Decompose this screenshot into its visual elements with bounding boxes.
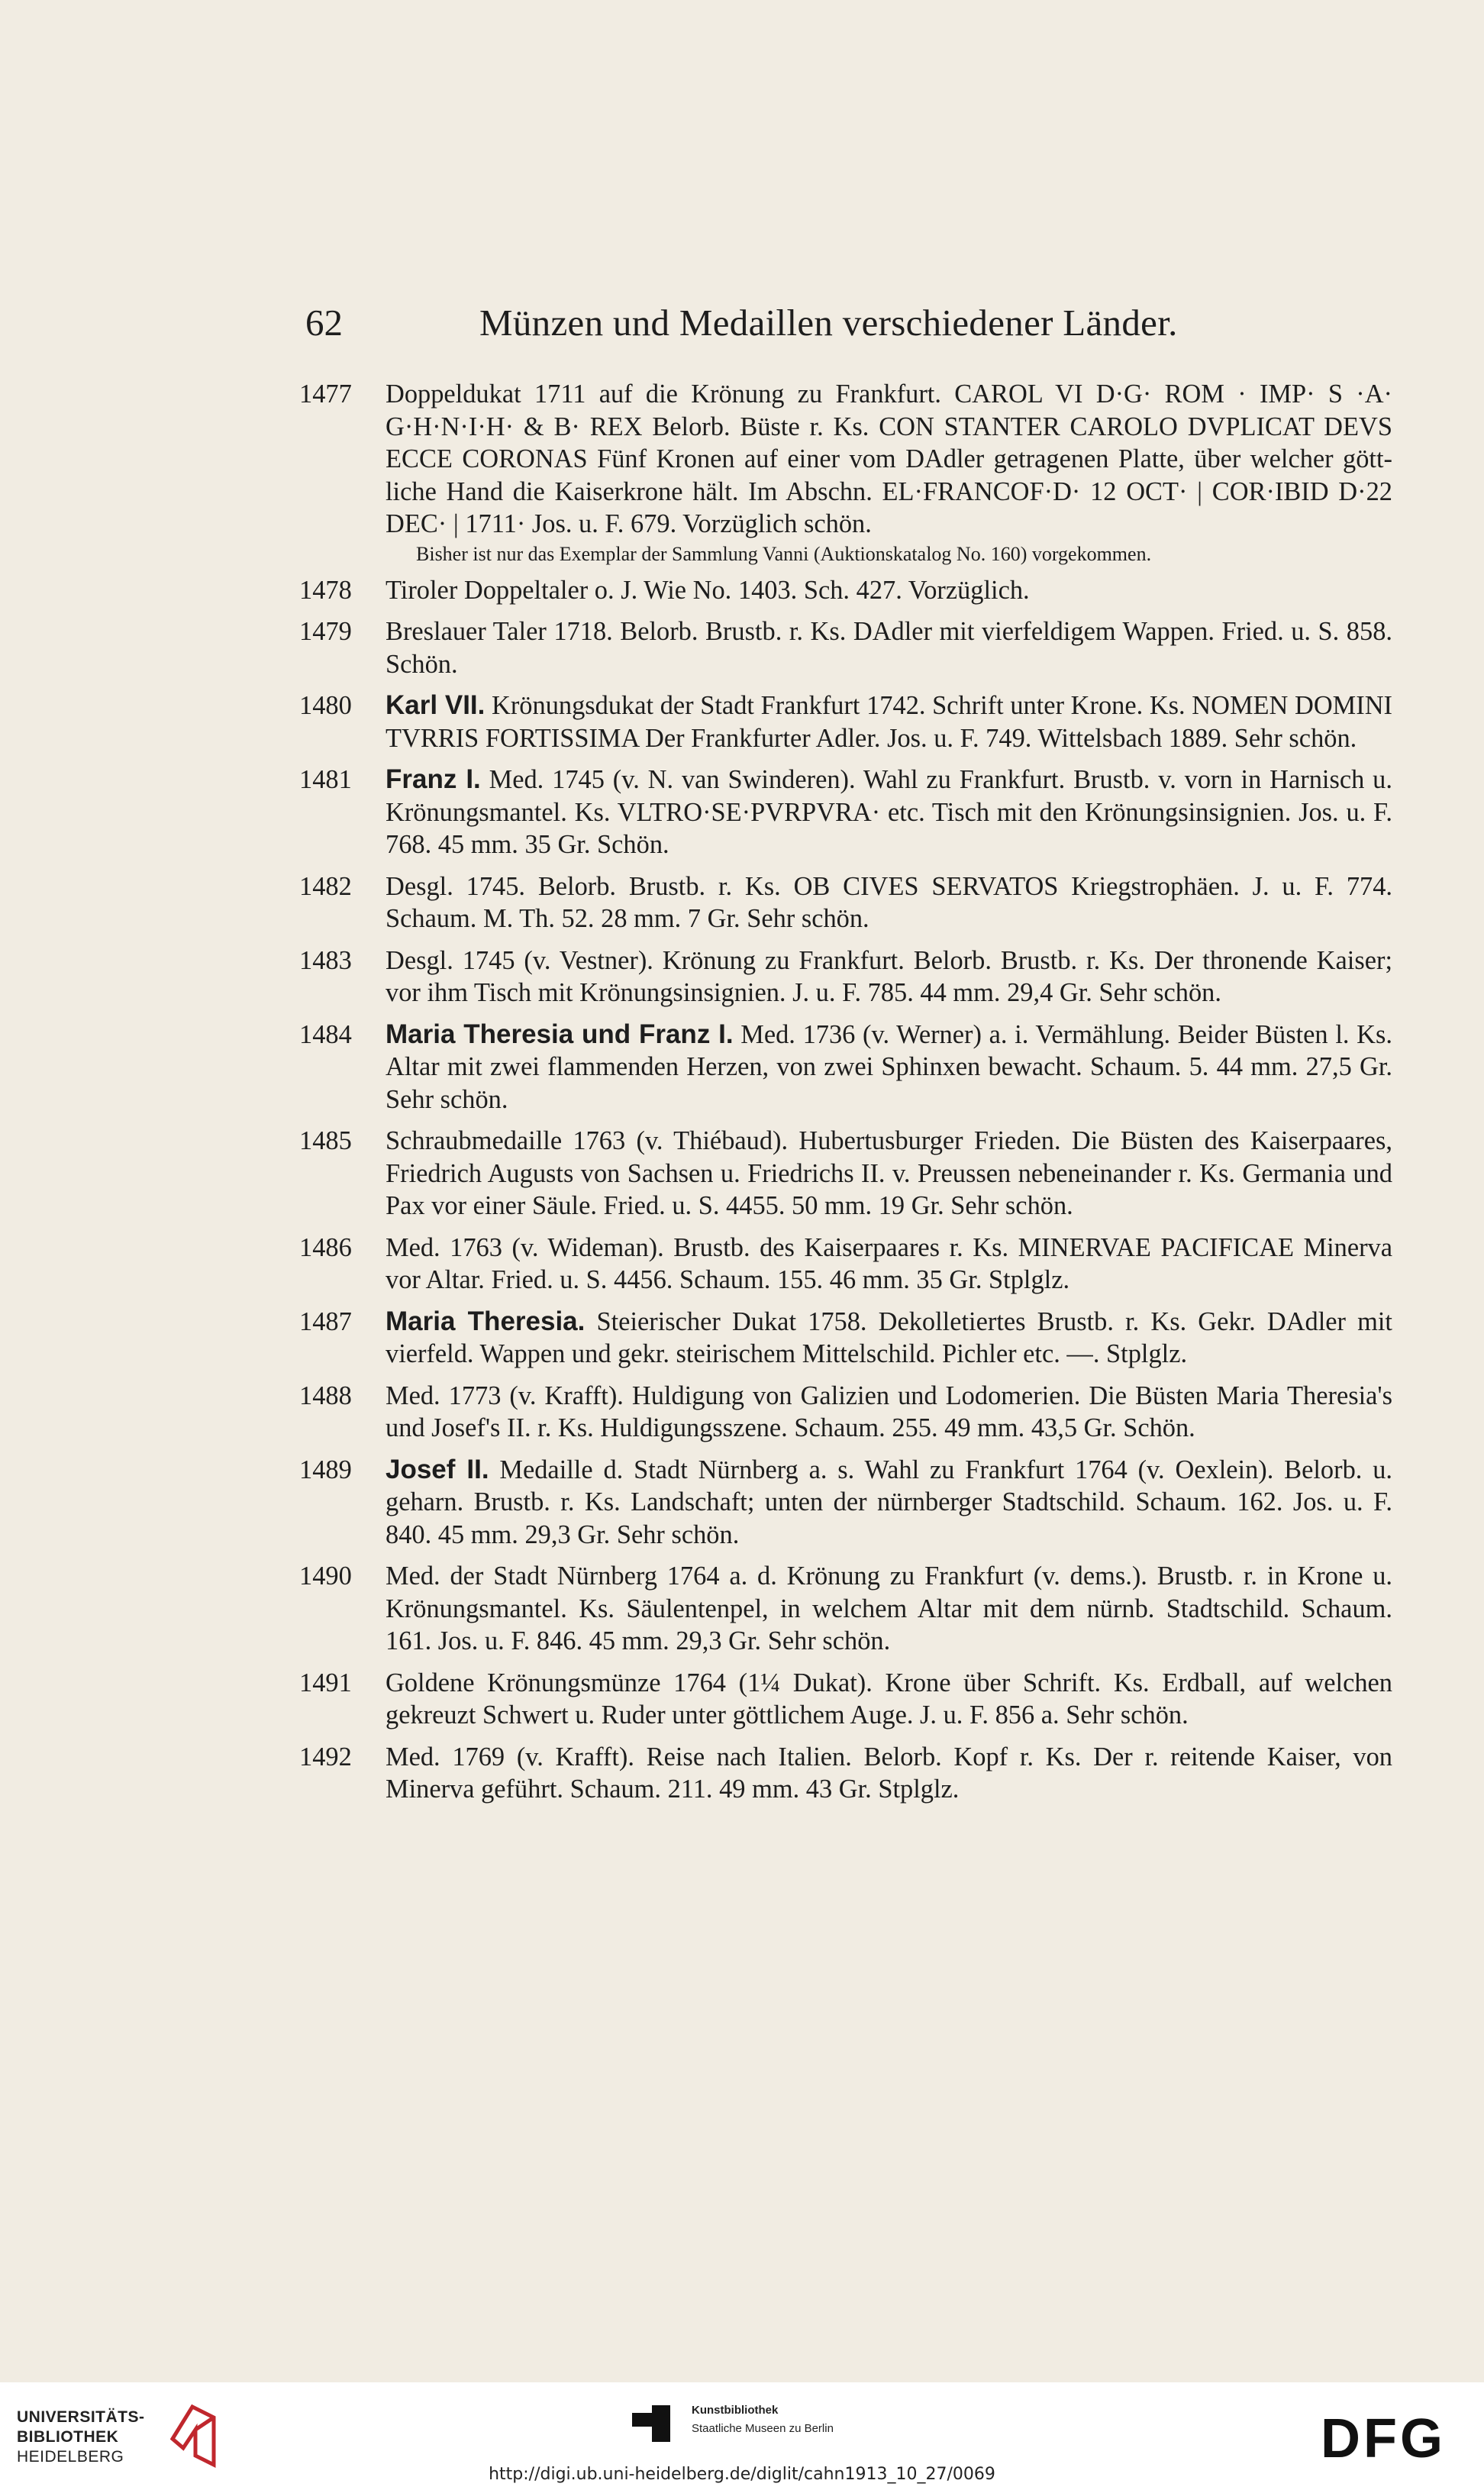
entry-number: 1478 — [299, 575, 352, 605]
catalog-entry — [299, 945, 1392, 1009]
catalog-entry — [299, 1667, 1392, 1732]
entry-description: Desgl. 1745 (v. Vestner). Krönung zu Frankfurt. Belorb. Brustb. r. Ks. Der thronende Kaiser; vor ihm Tisch mit Krönungsinsignien. J. u. F. 785. 44 mm. 29,4 Gr. Sehr schön. — [386, 945, 1392, 1007]
heidelberg-library-logo[interactable] — [17, 2395, 215, 2474]
entry-description: Krönungsdukat der Stadt Frankfurt 1742. Schrift unter Krone. Ks. NOMEN DOMINI TVRRIS FORTISSIMA Der Frankfurter Adler. Jos. u. F. 749. Wittelsbach 1889. Sehr schön. — [386, 691, 1393, 753]
catalog-entry — [299, 1306, 1392, 1371]
entry-number: 1488 — [299, 1381, 352, 1410]
logo-text-line: Staatliche Museen zu Berlin — [692, 2422, 834, 2435]
entry-description: Doppeldukat 1711 auf die Krönung zu Frankfurt. CAROL VI D·G· ROM · IMP· S ·A· G·H·N·I·H· & B· REX Belorb. Büste r. Ks. CON STANTER CAROLO DVPLICAT DEVS ECCE CORONAS Fünf Kronen auf einer vom DAdler getragenen Platte, über welcher göttliche Hand die Kaiserkrone hält. Im Abschn. EL·FRANCOF·D· 12 OCT· | COR·IBID D·22 DEC· | 1711· Jos. u. F. 679. Vorzüglich schön. — [386, 379, 1392, 538]
entry-ruler-name: Maria Theresia. — [386, 1306, 586, 1336]
entry-number: 1484 — [299, 1019, 352, 1049]
entry-number: 1487 — [299, 1306, 352, 1336]
entry-description: Med. 1773 (v. Krafft). Huldigung von Galizien und Lodomerien. Die Büsten Maria Theresia's und Josef's II. r. Ks. Huldigungsszene. Schaum. 255. 49 mm. 43,5 Gr. Schön. — [386, 1381, 1392, 1442]
catalog-entry — [299, 574, 1392, 607]
catalog-entry — [299, 1125, 1392, 1222]
catalog-entry — [299, 1232, 1392, 1297]
catalog-entry — [299, 1019, 1392, 1116]
entry-number: 1491 — [299, 1668, 352, 1697]
dfg-logo-mark — [1321, 2411, 1466, 2465]
entry-description: Goldene Krönungsmünze 1764 (1¼ Dukat). Krone über Schrift. Ks. Erdball, auf welchen gekreuzt Schwert u. Ruder unter göttlichem Auge. J. u. F. 856 a. Sehr schön. — [386, 1668, 1392, 1729]
entry-body — [386, 764, 1392, 861]
entry-description: Steierischer Dukat 1758. Dekolletiertes Brustb. r. Ks. Gekr. DAdler mit vierfeld. Wappen und gekr. steirischem Mittelschild. Pichler etc. —. Stplglz. — [386, 1306, 1392, 1368]
library-mark-icon — [166, 2401, 220, 2471]
entry-number: 1492 — [299, 1742, 352, 1771]
entry-number: 1481 — [299, 765, 352, 794]
catalog-entry — [299, 1741, 1392, 1806]
entry-ruler-name: Franz I. — [386, 764, 481, 794]
catalog-entries — [299, 378, 1392, 1815]
entry-number: 1482 — [299, 871, 352, 901]
catalog-entry — [299, 690, 1392, 754]
catalog-entry — [299, 764, 1392, 861]
entry-body — [386, 1125, 1392, 1222]
entry-body — [386, 1454, 1392, 1552]
entry-number: 1489 — [299, 1455, 352, 1484]
logo-text-line: Kunstbibliothek — [692, 2404, 779, 2417]
source-url-link[interactable]: http://digi.ub.uni-heidelberg.de/diglit/cahn1913_10_27/0069 — [489, 2465, 995, 2484]
entry-number: 1480 — [299, 691, 352, 720]
entry-body — [386, 870, 1392, 935]
entry-body — [386, 615, 1392, 680]
entry-footnote-text: Bisher ist nur das Exemplar der Sammlung Vanni (Auktionskatalog No. 160) vorgekommen. — [416, 542, 1152, 565]
entry-description: Breslauer Taler 1718. Belorb. Brustb. r. Ks. DAdler mit vierfeldigem Wappen. Fried. u. S. 858. Schön. — [386, 617, 1392, 679]
kunstbibliothek-mark-icon — [632, 2405, 678, 2442]
catalog-entry — [299, 378, 1392, 565]
entry-description: Schraubmedaille 1763 (v. Thiébaud). Hubertusburger Frieden. Die Büsten des Kaiserpaares, Friedrich Augusts von Sachsen u. Friedrichs II. v. Preussen nebeneinander r. Ks. Germania und Pax vor einer Säule. Fried. u. S. 4455. 50 mm. 19 Gr. Sehr schön. — [386, 1126, 1392, 1220]
entry-body — [386, 1667, 1392, 1732]
entry-description: Desgl. 1745. Belorb. Brustb. r. Ks. OB CIVES SERVATOS Kriegstrophäen. J. u. F. 774. Schaum. M. Th. 52. 28 mm. 7 Gr. Sehr schön. — [386, 871, 1392, 933]
catalog-entry — [299, 1454, 1392, 1552]
catalog-entry — [299, 1380, 1392, 1445]
logo-text-line: HEIDELBERG — [17, 2448, 124, 2466]
entry-ruler-name: Josef II. — [386, 1454, 489, 1484]
entry-ruler-name: Karl VII. — [386, 690, 486, 720]
entry-ruler-name: Maria Theresia und Franz I. — [386, 1019, 734, 1049]
entry-description: Med. 1736 (v. Werner) a. i. Vermählung. Beider Büsten l. Ks. Altar mit zwei flammenden Herzen, von zwei Sphinxen bewacht. Schaum. 5. 44 mm. 27,5 Gr. Sehr schön. — [386, 1019, 1392, 1114]
entry-number: 1477 — [299, 379, 352, 409]
entry-number: 1490 — [299, 1561, 352, 1591]
entry-number: 1483 — [299, 945, 352, 975]
entry-description: Tiroler Doppeltaler o. J. Wie No. 1403. Sch. 427. Vorzüglich. — [386, 575, 1030, 605]
dfg-logo-text: DFG — [1321, 2411, 1446, 2465]
kunstbibliothek-logo[interactable] — [632, 2399, 892, 2453]
catalog-entry — [299, 870, 1392, 935]
entry-description: Med. der Stadt Nürnberg 1764 a. d. Krönung zu Frankfurt (v. dems.). Brustb. r. in Krone u. Krönungsmantel. Ks. Säulentenpel, in welchem Altar mit dem nürnb. Stadtschild. Schaum. 161. Jos. u. F. 846. 45 mm. 29,3 Gr. Sehr schön. — [386, 1561, 1392, 1655]
entry-description: Med. 1763 (v. Wideman). Brustb. des Kaiserpaares r. Ks. MINERVAE PACIFICAE Minerva vor Altar. Fried. u. S. 4456. Schaum. 155. 46 mm. 35 Gr. Stplglz. — [386, 1232, 1392, 1294]
entry-footnote — [416, 544, 1392, 565]
entry-description: Med. 1745 (v. N. van Swinderen). Wahl zu Frankfurt. Brustb. v. vorn in Harnisch u. Krönungsmantel. Ks. VLTRO·SE·PVRPVRA· etc. Tisch mit den Krönungsinsignien. Jos. u. F. 768. 45 mm. 35 Gr. Schön. — [386, 765, 1392, 859]
entry-body — [386, 574, 1392, 607]
page-number: 62 — [305, 302, 343, 344]
entry-body — [386, 378, 1392, 541]
entry-body — [386, 1306, 1392, 1371]
entry-body — [386, 1560, 1392, 1658]
dfg-logo[interactable] — [1321, 2411, 1466, 2468]
entry-body — [386, 1019, 1392, 1116]
entry-number: 1485 — [299, 1126, 352, 1155]
catalog-entry — [299, 1560, 1392, 1658]
entry-body — [386, 690, 1392, 754]
logo-text-line: BIBLIOTHEK — [17, 2428, 119, 2446]
entry-description: Med. 1769 (v. Krafft). Reise nach Italien. Belorb. Kopf r. Ks. Der r. reitende Kaiser, von Minerva geführt. Schaum. 211. 49 mm. 43 Gr. Stplglz. — [386, 1742, 1392, 1804]
entry-body — [386, 945, 1392, 1009]
entry-number: 1486 — [299, 1232, 352, 1262]
entry-number: 1479 — [299, 617, 352, 646]
entry-body — [386, 1741, 1392, 1806]
logo-text-line: UNIVERSITÄTS- — [17, 2408, 145, 2426]
page-title: Münzen und Medaillen verschiedener Länder. — [479, 302, 1178, 344]
catalog-entry — [299, 615, 1392, 680]
entry-description: Medaille d. Stadt Nürnberg a. s. Wahl zu Frankfurt 1764 (v. Oexlein). Belorb. u. geharn. Brustb. r. Ks. Landschaft; unten der nürnberger Stadtschild. Schaum. 162. Jos. u. F. 840. 45 mm. 29,3 Gr. Sehr schön. — [386, 1455, 1392, 1549]
entry-body — [386, 1232, 1392, 1297]
entry-body — [386, 1380, 1392, 1445]
